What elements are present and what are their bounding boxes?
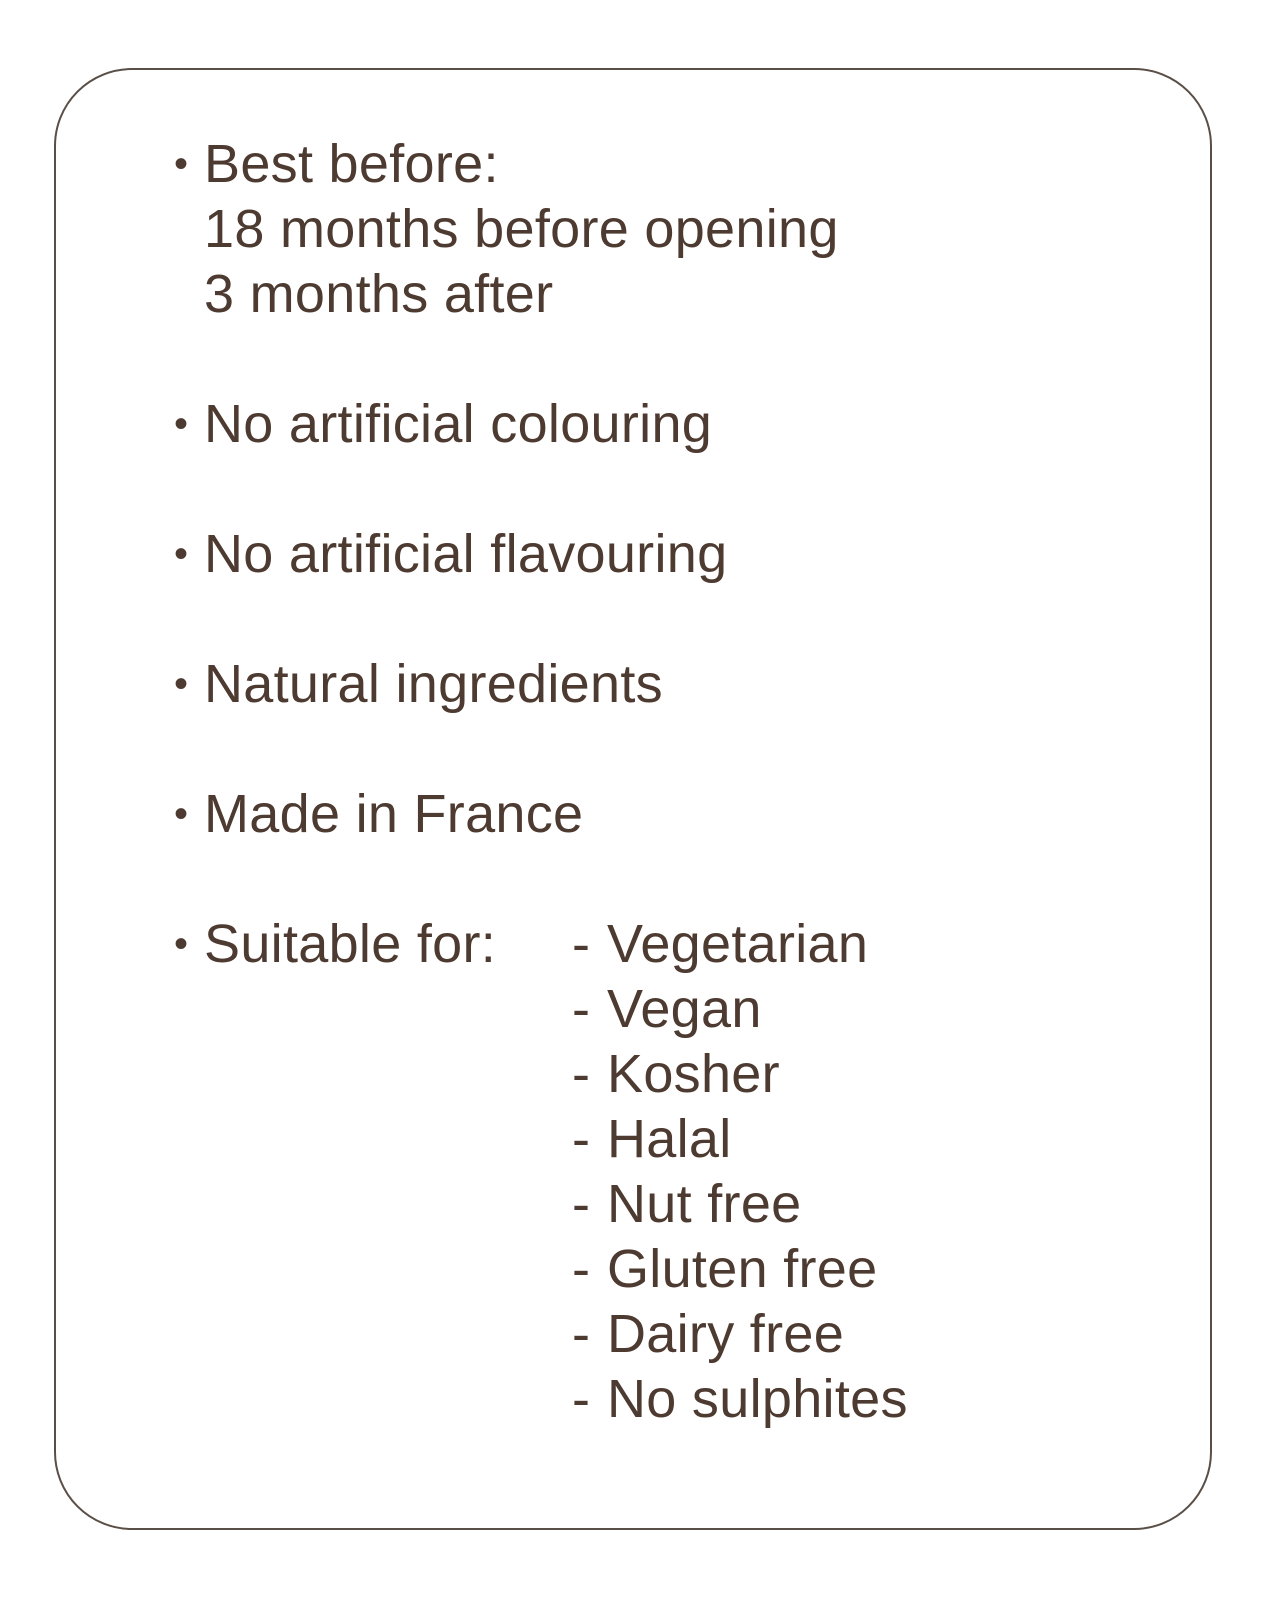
- bullet-item-natural-ingredients: [174, 652, 1180, 717]
- suitable-for-label: Suitable for:: [204, 914, 497, 974]
- item-text: Vegan: [607, 979, 762, 1039]
- list-item: [174, 912, 1180, 1432]
- bullet-icon: •: [174, 142, 189, 186]
- list-item-continuation: [174, 197, 1180, 262]
- label-card: [54, 68, 1212, 1530]
- sublist-item-kosher: [572, 1042, 908, 1107]
- item-text: 3 months after: [204, 264, 554, 324]
- item-text: Nut free: [607, 1174, 802, 1234]
- dash-icon: -: [572, 1239, 591, 1299]
- item-text: No sulphites: [607, 1369, 908, 1429]
- item-text: Dairy free: [607, 1304, 845, 1364]
- list-item: [174, 782, 1180, 847]
- bullet-icon: •: [174, 922, 189, 966]
- bullet-item-best-before: [174, 132, 1180, 327]
- item-text: 18 months before opening: [204, 199, 839, 259]
- sublist-item-vegan: [572, 977, 908, 1042]
- item-text: Kosher: [607, 1044, 780, 1104]
- item-text: Best before:: [204, 134, 499, 194]
- item-text: Made in France: [204, 784, 584, 844]
- sublist-item-nut-free: [572, 1172, 908, 1237]
- sublist-item-dairy-free: [572, 1302, 908, 1367]
- label-content: [56, 70, 1210, 1432]
- dash-icon: -: [572, 1044, 591, 1104]
- bullet-item-no-artificial-colouring: [174, 392, 1180, 457]
- bullet-item-suitable-for: [174, 912, 1180, 1432]
- dash-icon: -: [572, 1304, 591, 1364]
- dash-icon: -: [572, 1174, 591, 1234]
- sublist-item-halal: [572, 1107, 908, 1172]
- list-item: [174, 652, 1180, 717]
- list-item: [174, 392, 1180, 457]
- item-text: No artificial flavouring: [204, 524, 728, 584]
- bullet-item-made-in-france: [174, 782, 1180, 847]
- suitable-for-sublist: [572, 912, 908, 1432]
- item-text: Vegetarian: [607, 914, 869, 974]
- bullet-icon: •: [174, 402, 189, 446]
- sublist-item-gluten-free: [572, 1237, 908, 1302]
- list-item: [174, 132, 1180, 197]
- list-item-continuation: [174, 262, 1180, 327]
- item-text: No artificial colouring: [204, 394, 713, 454]
- bullet-icon: •: [174, 792, 189, 836]
- dash-icon: -: [572, 914, 591, 974]
- bullet-icon: •: [174, 662, 189, 706]
- dash-icon: -: [572, 979, 591, 1039]
- item-text: Natural ingredients: [204, 654, 663, 714]
- dash-icon: -: [572, 1369, 591, 1429]
- bullet-item-no-artificial-flavouring: [174, 522, 1180, 587]
- sublist-item-no-sulphites: [572, 1367, 908, 1432]
- sublist-item-vegetarian: [572, 912, 908, 977]
- dash-icon: -: [572, 1109, 591, 1169]
- bullet-icon: •: [174, 532, 189, 576]
- item-text: Halal: [607, 1109, 732, 1169]
- list-item: [174, 522, 1180, 587]
- item-text: Gluten free: [607, 1239, 878, 1299]
